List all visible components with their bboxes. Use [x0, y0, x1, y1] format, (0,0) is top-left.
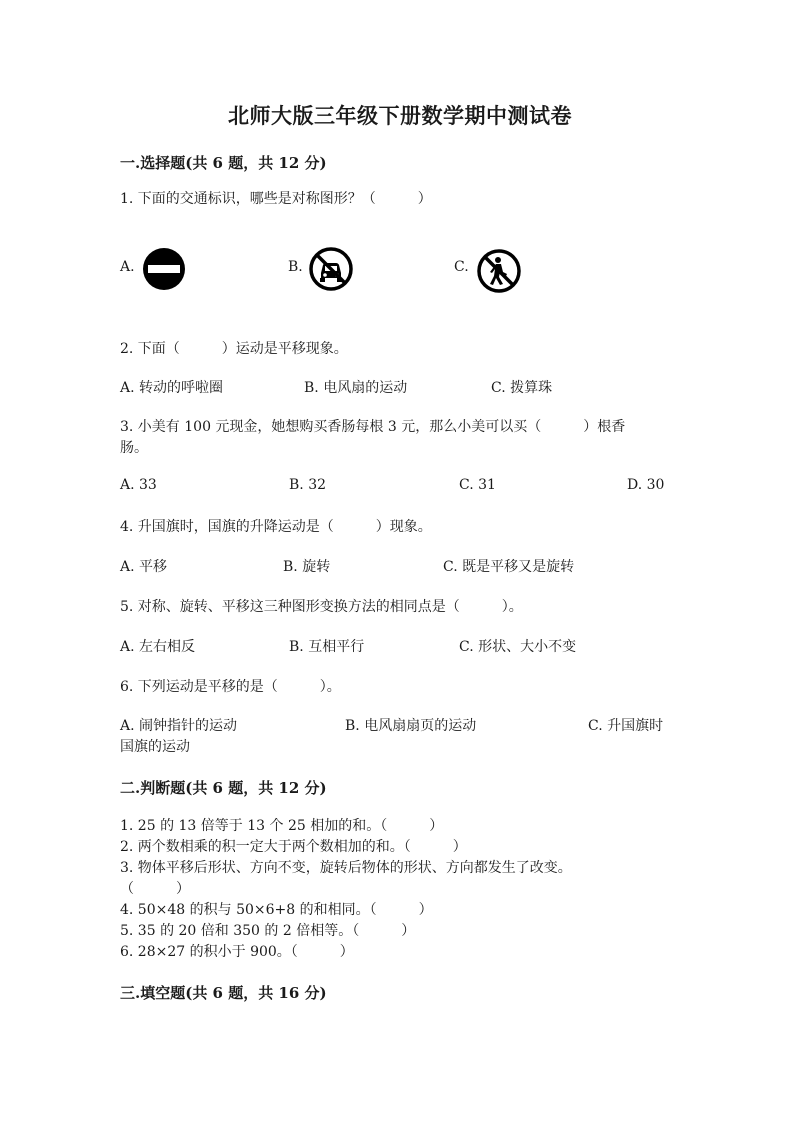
section-heading-choice: 一.选择题(共 6 题，共 12 分)	[120, 154, 327, 172]
question-3-line-2: 肠。	[120, 440, 148, 456]
q2-option-c: C. 拨算珠	[491, 380, 553, 396]
question-5: 5. 对称、旋转、平移这三种图形变换方法的相同点是（ ）。	[120, 599, 523, 615]
no-pedestrian-sign-icon	[477, 249, 521, 293]
judgment-item-6: 6. 28×27 的积小于 900。（ ）	[120, 944, 354, 960]
judgment-item-3: 3. 物体平移后形状、方向不变，旋转后物体的形状、方向都发生了改变。	[120, 860, 572, 876]
judgment-item-4: 4. 50×48 的积与 50×6+8 的和相同。（ ）	[120, 902, 433, 918]
q3-option-d: D. 30	[627, 477, 665, 493]
q6-option-b: B. 电风扇扇页的运动	[345, 718, 477, 734]
no-car-sign-icon	[309, 247, 353, 291]
judgment-item-3-blank: （ ）	[120, 881, 190, 897]
q3-option-c: C. 31	[459, 477, 496, 493]
q4-option-b: B. 旋转	[283, 559, 331, 575]
q5-option-c: C. 形状、大小不变	[459, 639, 577, 655]
judgment-item-5: 5. 35 的 20 倍和 350 的 2 倍相等。（ ）	[120, 923, 416, 939]
question-6: 6. 下列运动是平移的是（ ）。	[120, 679, 341, 695]
q1-option-a: A.	[120, 259, 135, 275]
q4-option-a: A. 平移	[120, 559, 168, 575]
judgment-item-2: 2. 两个数相乘的积一定大于两个数相加的和。（ ）	[120, 839, 467, 855]
question-4: 4. 升国旗时，国旗的升降运动是（ ）现象。	[120, 519, 432, 535]
q3-option-a: A. 33	[120, 477, 157, 493]
section-heading-judgment: 二.判断题(共 6 题，共 12 分)	[120, 779, 327, 797]
question-2: 2. 下面（ ）运动是平移现象。	[120, 341, 348, 357]
q1-option-c: C.	[454, 259, 469, 275]
page-title: 北师大版三年级下册数学期中测试卷	[228, 103, 572, 128]
q2-option-b: B. 电风扇的运动	[304, 380, 408, 396]
q6-option-c-continued: 国旗的运动	[120, 739, 190, 755]
q4-option-c: C. 既是平移又是旋转	[443, 559, 575, 575]
question-3-line-1: 3. 小美有 100 元现金，她想购买香肠每根 3 元，那么小美可以买（ ）根香	[120, 419, 626, 435]
q6-option-a: A. 闹钟指针的运动	[120, 718, 238, 734]
section-heading-fill-in: 三.填空题(共 6 题，共 16 分)	[120, 984, 327, 1002]
q3-option-b: B. 32	[289, 477, 327, 493]
q5-option-b: B. 互相平行	[289, 639, 365, 655]
q6-option-c: C. 升国旗时	[588, 718, 664, 734]
q5-option-a: A. 左右相反	[120, 639, 196, 655]
question-1: 1. 下面的交通标识，哪些是对称图形？（ ）	[120, 191, 432, 207]
no-entry-sign-icon	[142, 247, 186, 291]
q2-option-a: A. 转动的呼啦圈	[120, 380, 224, 396]
q1-option-b: B.	[288, 259, 303, 275]
judgment-item-1: 1. 25 的 13 倍等于 13 个 25 相加的和。（ ）	[120, 818, 444, 834]
